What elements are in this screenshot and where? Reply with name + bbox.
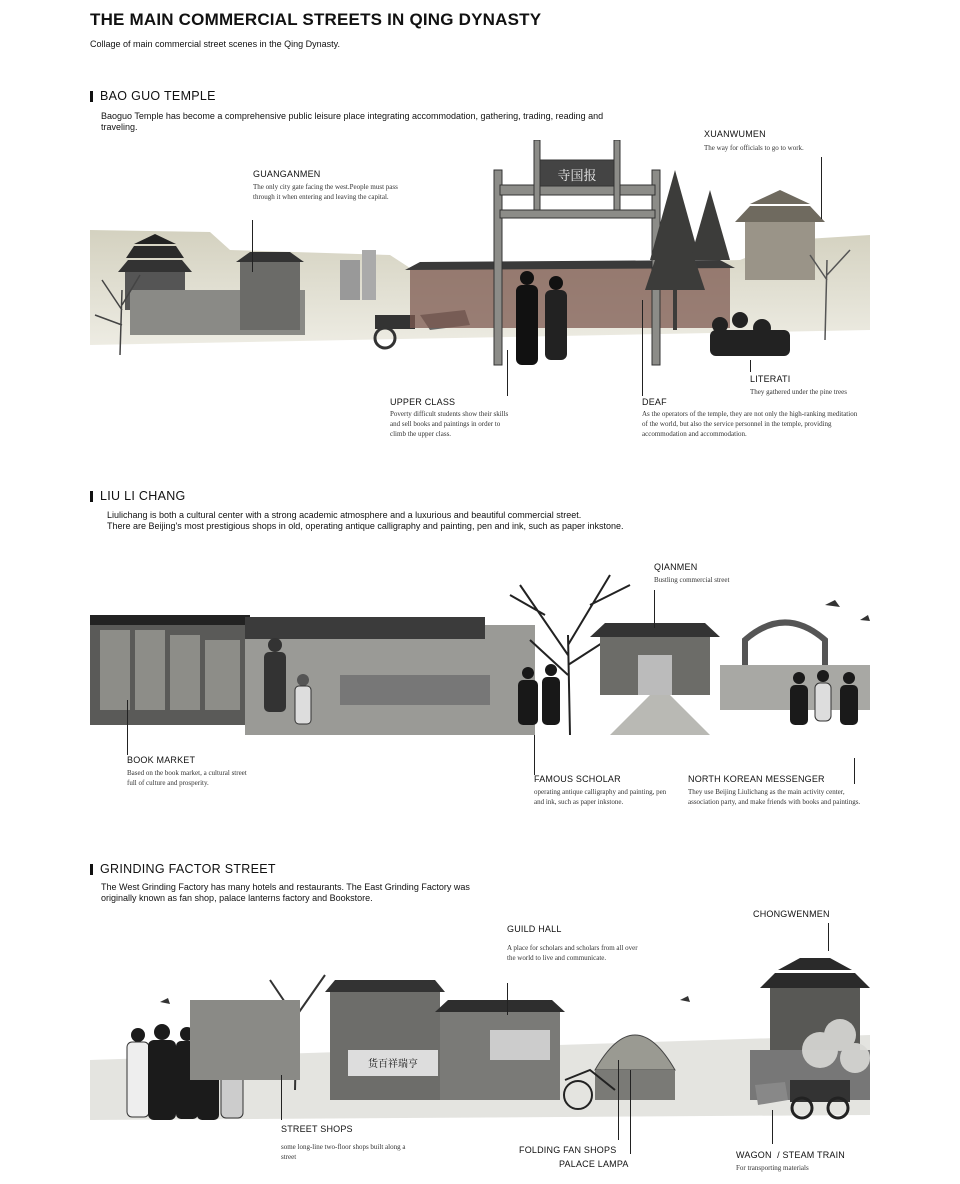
note-xuanwumen: The way for officials to go to work. <box>704 144 804 152</box>
leader-line <box>507 983 508 1015</box>
section-heading-text: BAO GUO TEMPLE <box>100 89 216 103</box>
leader-line <box>821 157 822 219</box>
label-literati: LITERATI <box>750 374 791 384</box>
shop-sign-text: 货百祥瑞亨 <box>368 1059 418 1070</box>
leader-line <box>854 758 855 784</box>
label-qianmen: QIANMEN <box>654 562 698 572</box>
label-xuanwumen: XUANWUMEN <box>704 129 766 139</box>
section-heading-text: LIU LI CHANG <box>100 489 186 503</box>
note-book-market: Based on the book market, a cultural street full of culture and prosperity. <box>127 769 247 787</box>
label-guild-hall: GUILD HALL <box>507 924 562 934</box>
note-literati: They gathered under the pine trees <box>750 388 847 396</box>
label-chongwenmen: CHONGWENMEN <box>753 909 830 919</box>
leader-line <box>252 220 253 272</box>
section-marker <box>90 864 93 875</box>
note-qianmen: Bustling commercial street <box>654 576 730 584</box>
note-guild-hall: A place for scholars and scholars from all over the world to live and communicate. <box>507 944 638 962</box>
note-upper-class: Poverty difficult students show their skills and sell books and paintings in order to climb the upper class. <box>390 410 509 438</box>
bao-guo-temple-collage <box>90 140 870 380</box>
section-heading-bao-guo-temple <box>90 89 216 103</box>
north-korean-messenger-figures-image <box>790 670 858 725</box>
note-famous-scholar: operating antique calligraphy and painting, pen and ink, such as paper inkstone. <box>534 788 667 806</box>
label-famous-scholar: FAMOUS SCHOLAR <box>534 774 621 784</box>
leader-line <box>534 735 535 775</box>
leader-line <box>654 590 655 628</box>
page-title: THE MAIN COMMERCIAL STREETS IN QING DYNASTY <box>90 10 542 29</box>
section-marker <box>90 491 93 502</box>
label-book-market: BOOK MARKET <box>127 755 196 765</box>
grinding-factor-street-collage <box>90 940 870 1130</box>
label-deaf: DEAF <box>642 397 667 407</box>
label-guanganmen: GUANGANMEN <box>253 169 321 179</box>
note-street-shops: some long-line two-floor shops built along a street <box>281 1143 406 1161</box>
section-heading-grinding-factor-street <box>90 862 276 876</box>
note-deaf: As the operators of the temple, they are not only the high-ranking meditation of the world, but also the service personnel in the temple, providing accommodation and accommodation. <box>642 410 858 438</box>
gate-plaque-text: 寺国报 <box>557 169 597 184</box>
leader-line <box>828 923 829 951</box>
leader-line <box>772 1110 773 1144</box>
section-heading-text: GRINDING FACTOR STREET <box>100 862 276 876</box>
note-guanganmen: The only city gate facing the west.People must pass through it when entering and leaving the capital. <box>253 183 398 201</box>
label-palace-lampa: PALACE LAMPA <box>559 1159 629 1169</box>
label-upper-class: UPPER CLASS <box>390 397 456 407</box>
leader-line <box>642 300 643 396</box>
leader-line <box>127 700 128 755</box>
label-north-korean-messenger: NORTH KOREAN MESSENGER <box>688 774 825 784</box>
leader-line <box>630 1070 631 1154</box>
note-wagon-steam-train: For transporting materials <box>736 1164 809 1172</box>
section-description: Liulichang is both a cultural center with a strong academic atmosphere and a luxurious and beautiful commercial street. There are Beijing's most prestigious shops in old, operating antique calligraphy and painting, pen and ink, such as paper inkstone. <box>107 510 624 531</box>
leader-line <box>507 350 508 396</box>
famous-scholar-figures-image <box>518 664 560 725</box>
note-north-korean-messenger: They use Beijing Liulichang as the main activity center, association party, and make friends with books and paintings. <box>688 788 861 806</box>
leader-line <box>618 1060 619 1140</box>
section-heading-liu-li-chang <box>90 489 186 503</box>
label-street-shops: STREET SHOPS <box>281 1124 353 1134</box>
guild-hall-image <box>435 1000 565 1100</box>
page-subtitle: Collage of main commercial street scenes in the Qing Dynasty. <box>90 39 340 49</box>
section-description: Baoguo Temple has become a comprehensive public leisure place integrating accommodation, gathering, trading, reading and traveling. <box>101 111 604 132</box>
section-description: The West Grinding Factory has many hotels and restaurants. The East Grinding Factory was originally known as fan shop, palace lanterns factory and Bookstore. <box>101 882 470 903</box>
label-wagon-steam-train: WAGON / STEAM TRAIN <box>736 1150 846 1160</box>
leader-line <box>281 1075 282 1120</box>
label-folding-fan-shops: FOLDING FAN SHOPS <box>519 1145 617 1155</box>
qianmen-archway-image <box>590 623 720 695</box>
section-marker <box>90 91 93 102</box>
xuanwumen-tower-image <box>735 190 825 280</box>
book-market-image <box>90 615 250 725</box>
leader-line <box>750 360 751 372</box>
